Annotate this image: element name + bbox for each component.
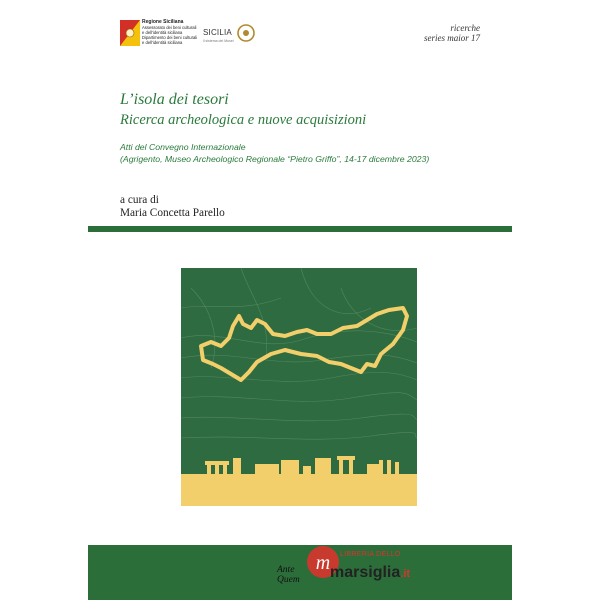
book-title: L’isola dei tesori [120, 91, 229, 108]
quem-text: Quem [277, 575, 300, 585]
sicilia-mark-icon [237, 24, 255, 42]
marsiglia-watermark [330, 564, 410, 582]
watermark-top: LIBRERIA DELLO [340, 551, 401, 558]
region-line: Assessorato dei beni culturali [142, 25, 197, 30]
series-line-2: series maior 17 [424, 33, 480, 43]
footer-band [88, 545, 512, 600]
watermark-tld: .it [400, 568, 411, 580]
conference-line-2: (Agrigento, Museo Archeologico Regionale “Pietro Griffo”, 14-17 dicembre 2023) [120, 154, 430, 164]
region-line: e dell'identità siciliana [142, 30, 183, 35]
green-divider [88, 226, 512, 232]
series-label [424, 23, 480, 43]
regione-siciliana-logo [120, 20, 200, 48]
conference-line-1: Atti del Convegno Internazionale [120, 142, 246, 152]
watermark-word: marsiglia [330, 564, 401, 581]
ante-quem-logo [277, 565, 300, 585]
conference-info [120, 141, 429, 165]
svg-text:m: m [315, 552, 331, 574]
cover-artwork [181, 268, 417, 506]
editor-name: Maria Concetta Parello [120, 207, 225, 219]
editor-block [120, 194, 225, 220]
sicilia-subtitle: il sistema dei Musei [203, 39, 234, 43]
region-line: e dell'identità siciliana [142, 40, 183, 45]
ante-text: Ante [277, 565, 295, 575]
region-line: Dipartimento dei beni culturali [142, 35, 198, 40]
trinacria-emblem-icon [120, 20, 140, 46]
sicilia-musei-logo [203, 22, 259, 48]
region-title: Regione Siciliana [142, 19, 184, 25]
sicilia-word: SICILIA [203, 28, 232, 37]
book-subtitle: Ricerca archeologica e nuove acquisizioni [120, 112, 367, 128]
temples-silhouette [181, 456, 417, 506]
cura-label: a cura di [120, 194, 159, 206]
series-line-1: ricerche [450, 23, 480, 33]
